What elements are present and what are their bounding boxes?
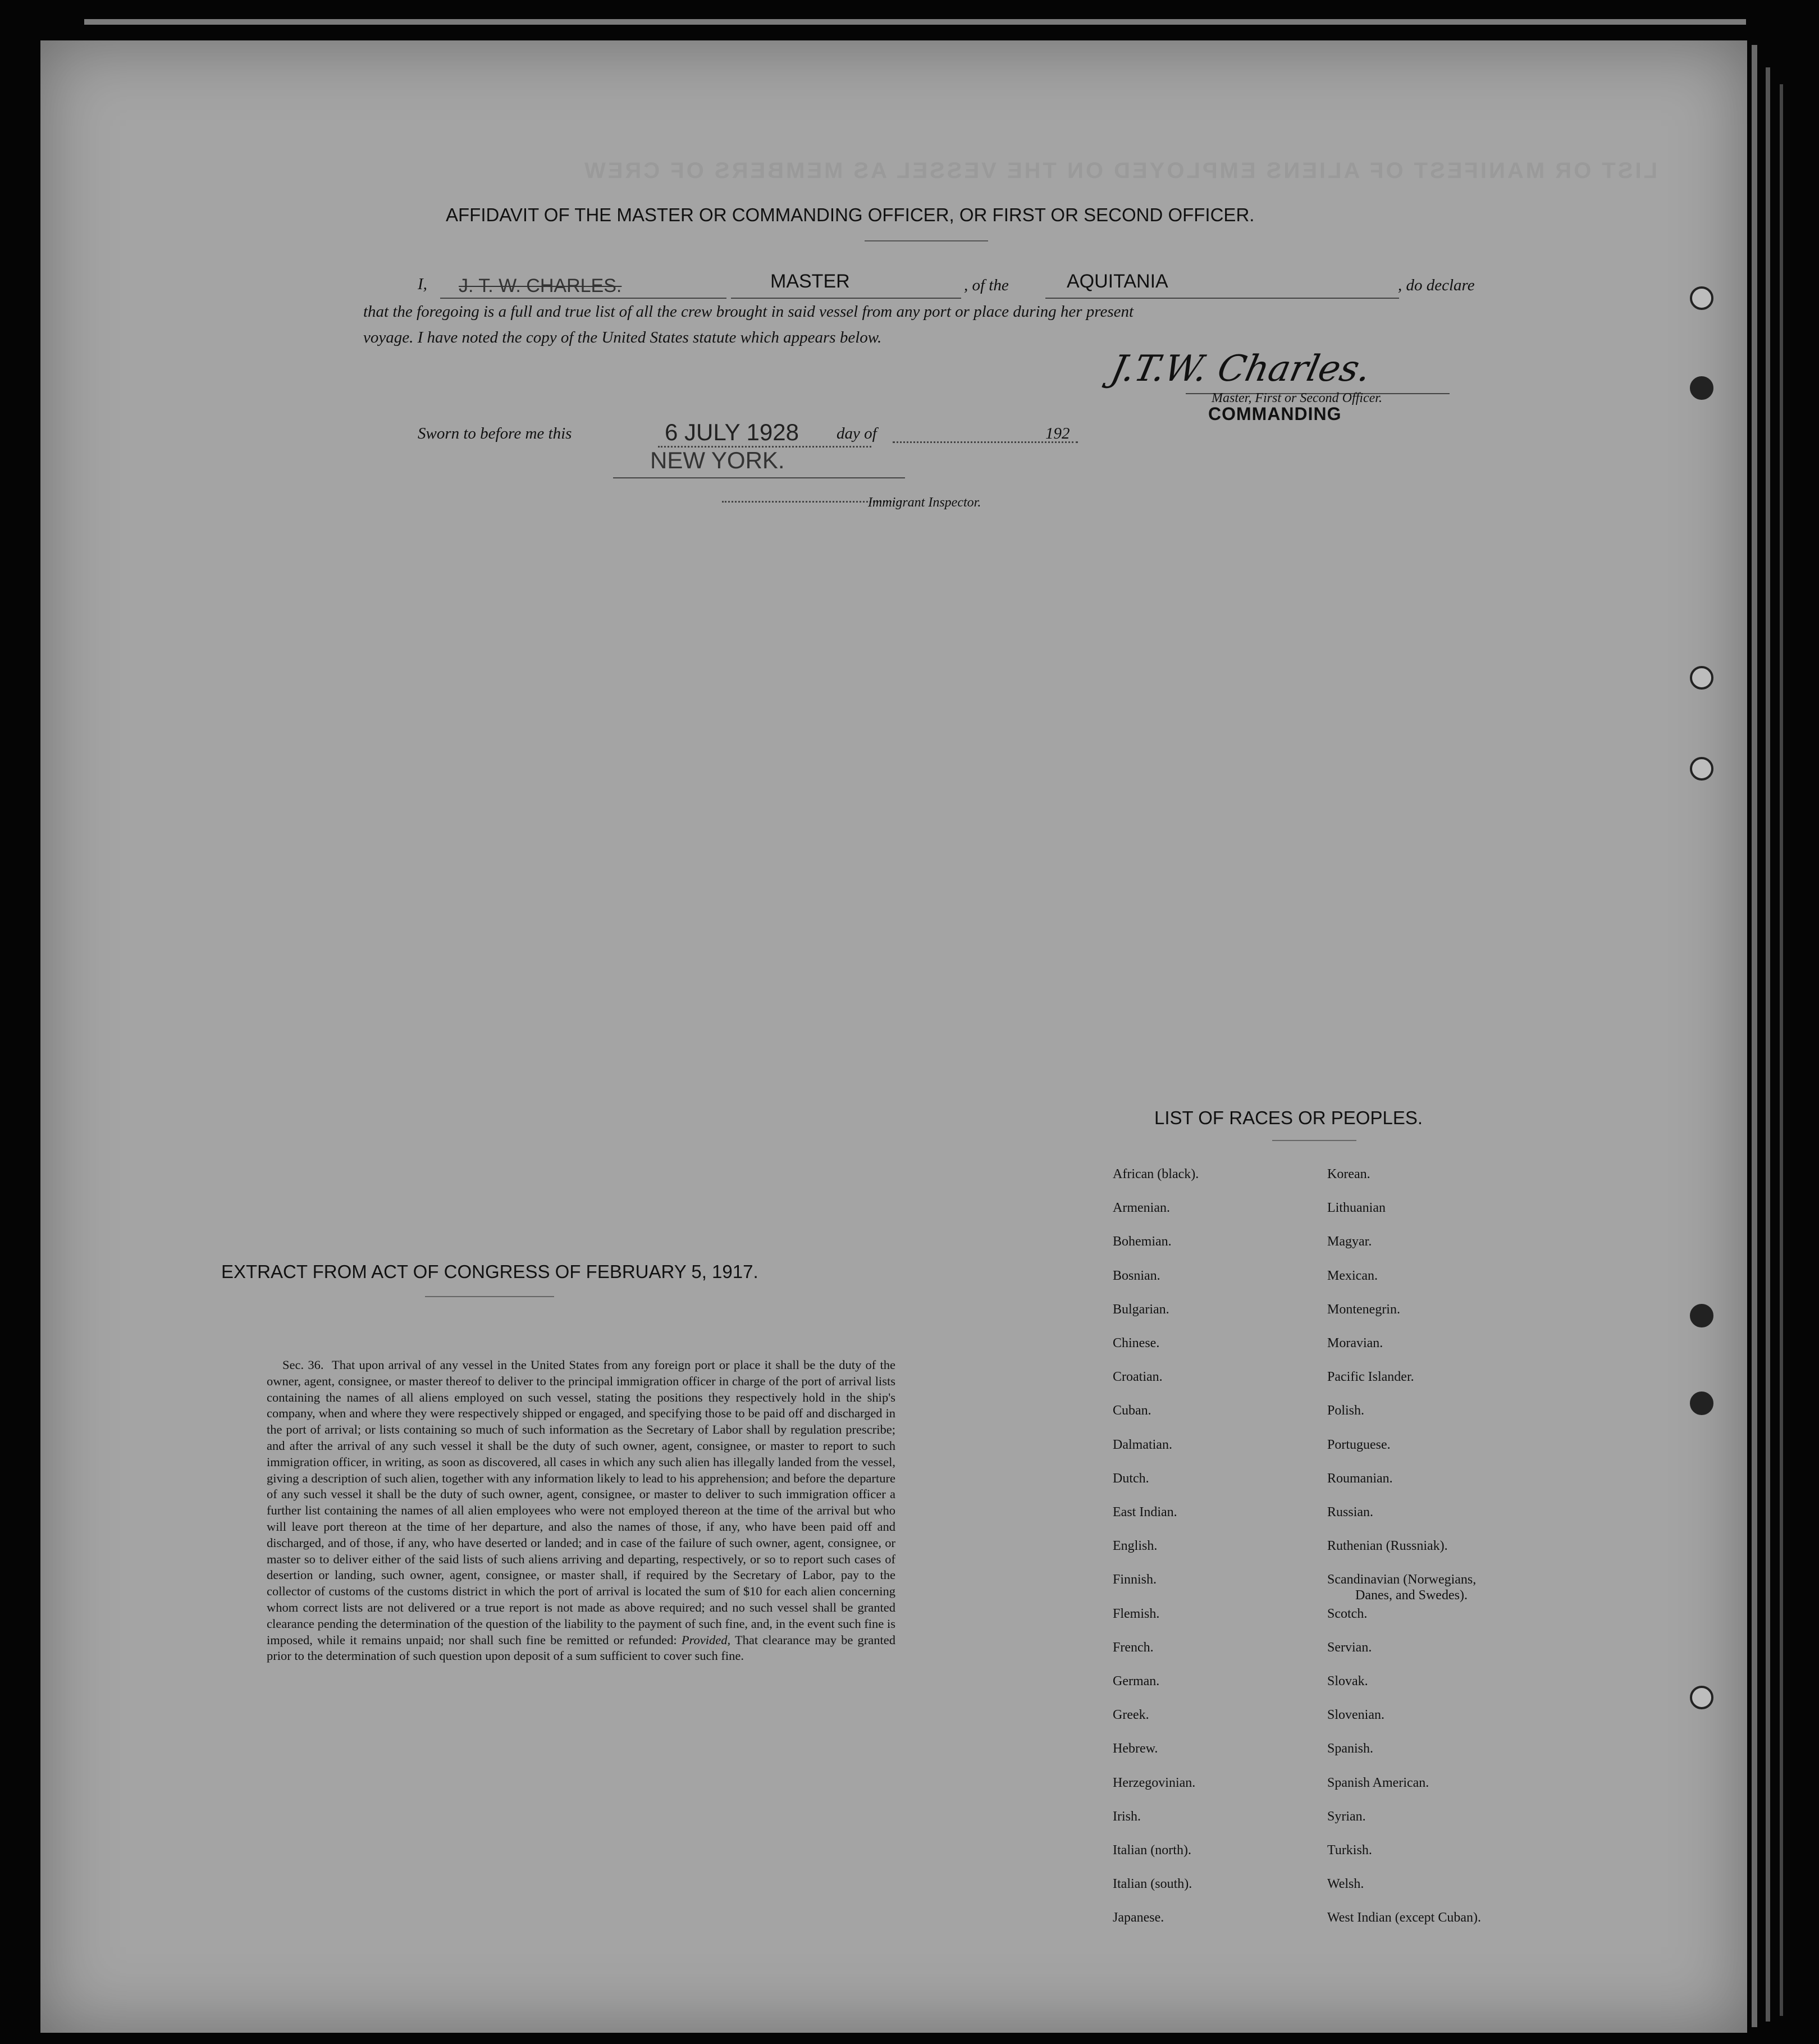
sworn-place-stamp: NEW YORK.	[650, 447, 785, 473]
officer-caption: Master, First or Second Officer.	[1212, 391, 1382, 405]
race-item: Lithuanian	[1327, 1201, 1386, 1216]
race-item: Japanese.	[1113, 1910, 1164, 1926]
race-item: Turkish.	[1327, 1843, 1372, 1858]
race-item: Spanish.	[1327, 1741, 1374, 1756]
master-rank: MASTER	[770, 271, 850, 292]
bleed-through-text: LIST OR MANIFEST OF ALIENS EMPLOYED ON THE VESSEL AS MEMBERS OF CREW	[582, 158, 1657, 183]
race-item: West Indian (except Cuban).	[1327, 1910, 1481, 1926]
race-item: Pacific Islander.	[1327, 1370, 1414, 1385]
extract-text	[267, 1357, 895, 1664]
document-page	[40, 40, 1747, 2033]
race-item: Moravian.	[1327, 1336, 1383, 1350]
race-item: Portuguese.	[1327, 1437, 1391, 1452]
race-item: Montenegrin.	[1327, 1302, 1400, 1317]
race-item: Mexican.	[1327, 1268, 1378, 1283]
heading-rule	[865, 240, 988, 241]
race-item: Polish.	[1327, 1403, 1365, 1418]
rank-field-line	[731, 298, 961, 299]
race-item: German.	[1113, 1674, 1160, 1689]
declarant-label: I,	[418, 275, 427, 293]
vessel-name: AQUITANIA	[1067, 271, 1168, 292]
race-item: Greek.	[1113, 1708, 1149, 1723]
race-item: Croatian.	[1113, 1370, 1163, 1385]
master-name: J. T. W. CHARLES.	[459, 275, 622, 296]
page-edge-right-2	[1766, 67, 1770, 2022]
race-item: Ruthenian (Russniak).	[1327, 1539, 1448, 1554]
sworn-date-stamp: 6 JULY 1928	[665, 419, 799, 445]
of-the-label: , of the	[964, 276, 1009, 294]
race-item: Italian (north).	[1113, 1843, 1191, 1858]
race-item: English.	[1113, 1539, 1158, 1554]
race-item: Slovenian.	[1327, 1708, 1384, 1723]
race-item: Welsh.	[1327, 1877, 1364, 1892]
binder-hole-icon	[1690, 1304, 1713, 1327]
page-edge-right	[1752, 45, 1757, 2027]
race-item: Slovak.	[1327, 1674, 1368, 1689]
vessel-field-line	[1045, 298, 1399, 299]
race-item: Cuban.	[1113, 1403, 1151, 1418]
race-item: Bulgarian.	[1113, 1302, 1169, 1317]
affidavit-line-3: voyage. I have noted the copy of the United States statute which appears below.	[363, 328, 882, 346]
binder-hole-icon	[1690, 1391, 1713, 1415]
name-field-line	[440, 298, 726, 299]
extract-body-b: That clearance may be granted prior to the determination of such question upon deposit of a sum sufficient to cover such fine.	[267, 1632, 896, 1663]
race-item: Roumanian.	[1327, 1471, 1393, 1486]
race-item: Chinese.	[1113, 1336, 1160, 1350]
binder-hole-icon	[1690, 1686, 1713, 1709]
race-item: Danes, and Swedes).	[1355, 1588, 1468, 1603]
race-item: Italian (south).	[1113, 1877, 1192, 1892]
race-item: Magyar.	[1327, 1234, 1372, 1249]
year-prefix: 192	[1045, 425, 1070, 442]
race-item: African (black).	[1113, 1167, 1199, 1181]
extract-body-a: That upon arrival of any vessel in the United States from any foreign port or place it shall be the duty of the owner, agent, consignee, or master thereof to deliver to the principal immigration officer in charge of the port of arrival lists containing the names of all aliens employed on such vessel, stating the positions they respectively hold in the ship's company, when and where they were respectively shipped or engaged, and specifying those to be paid off and discharged in the port of arrival; or lists containing so much of such information as the Secretary of Labor shall by regulation prescribe; and after the arrival of any such vessel it shall be the duty of such owner, agent, consignee, or master to report to such immigration officer, in writing, as soon as discovered, all cases in which any such alien has illegally landed from the vessel, giving a description of such alien, together with any information likely to lead to his apprehension; and before the departure of any such vessel it shall be the duty of such owner, agent, consignee, or master to deliver to such immigration officer a further list containing the names of all alien employees who were not employed thereon at the time of the arrival but who will leave port thereon at the time of her departure, and also the names of those, if any, who have been paid off and discharged, and of those, if any, who have deserted or landed; and in case of the failure of such owner, agent, consignee, or master so to deliver either of the said lists of such aliens arriving and departing, respectively, or so to report such cases of desertion or landing, such owner, agent, consignee, or master shall, if required by the Secretary of Labor, pay to the collector of customs of the customs district in which the port of arrival is located the sum of $10 for each alien concerning whom correct lists are not delivered or a true report is not made as above required; and no such vessel shall be granted clearance pending the determination of the question of the liability to the payment of such fine, and, in the event such fine is imposed, while it remains unpaid; nor shall such fine be remitted or refunded:	[267, 1358, 895, 1647]
race-item: Dalmatian.	[1113, 1437, 1172, 1452]
race-item: Hebrew.	[1113, 1741, 1158, 1756]
inspector-caption: Immigrant Inspector.	[868, 495, 981, 510]
race-item: Russian.	[1327, 1505, 1374, 1520]
binder-hole-icon	[1690, 376, 1713, 400]
races-heading-rule	[1272, 1140, 1356, 1141]
race-item: French.	[1113, 1640, 1154, 1655]
binder-hole-icon	[1690, 286, 1713, 310]
race-item: Servian.	[1327, 1640, 1372, 1655]
page-edge-top	[84, 19, 1746, 25]
provided-term: Provided,	[681, 1632, 731, 1647]
races-heading: LIST OF RACES OR PEOPLES.	[1154, 1107, 1423, 1128]
race-item: Scandinavian (Norwegians,	[1327, 1572, 1477, 1587]
commanding-stamp: COMMANDING	[1208, 404, 1342, 424]
sworn-label: Sworn to before me this	[418, 425, 572, 442]
race-item: Dutch.	[1113, 1471, 1149, 1486]
section-number: Sec. 36.	[282, 1358, 324, 1372]
race-item: Spanish American.	[1327, 1775, 1429, 1790]
race-item: Irish.	[1113, 1809, 1141, 1824]
place-underline	[613, 477, 905, 478]
race-item: East Indian.	[1113, 1505, 1177, 1520]
affidavit-heading: AFFIDAVIT OF THE MASTER OR COMMANDING OFFICER, OR FIRST OR SECOND OFFICER.	[446, 204, 1255, 225]
race-item: Scotch.	[1327, 1606, 1368, 1621]
race-item: Korean.	[1327, 1167, 1370, 1181]
affidavit-line-2: that the foregoing is a full and true list of all the crew brought in said vessel from any port or place during her present	[363, 303, 1134, 321]
race-item: Syrian.	[1327, 1809, 1366, 1824]
race-item: Herzegovinian.	[1113, 1775, 1196, 1790]
race-item: Finnish.	[1113, 1572, 1157, 1587]
page-edge-right-3	[1780, 84, 1783, 2016]
extract-heading-rule	[425, 1296, 554, 1297]
master-signature: J.T.W. Charles.	[1107, 348, 1375, 390]
day-of-label: day of	[837, 425, 877, 442]
race-item: Bohemian.	[1113, 1234, 1172, 1249]
extract-heading: EXTRACT FROM ACT OF CONGRESS OF FEBRUARY 5, 1917.	[221, 1261, 758, 1282]
binder-hole-icon	[1690, 757, 1713, 781]
race-item: Flemish.	[1113, 1606, 1160, 1621]
do-declare-label: , do declare	[1398, 276, 1475, 294]
race-item: Armenian.	[1113, 1201, 1170, 1216]
binder-hole-icon	[1690, 666, 1713, 690]
race-item: Bosnian.	[1113, 1268, 1160, 1283]
